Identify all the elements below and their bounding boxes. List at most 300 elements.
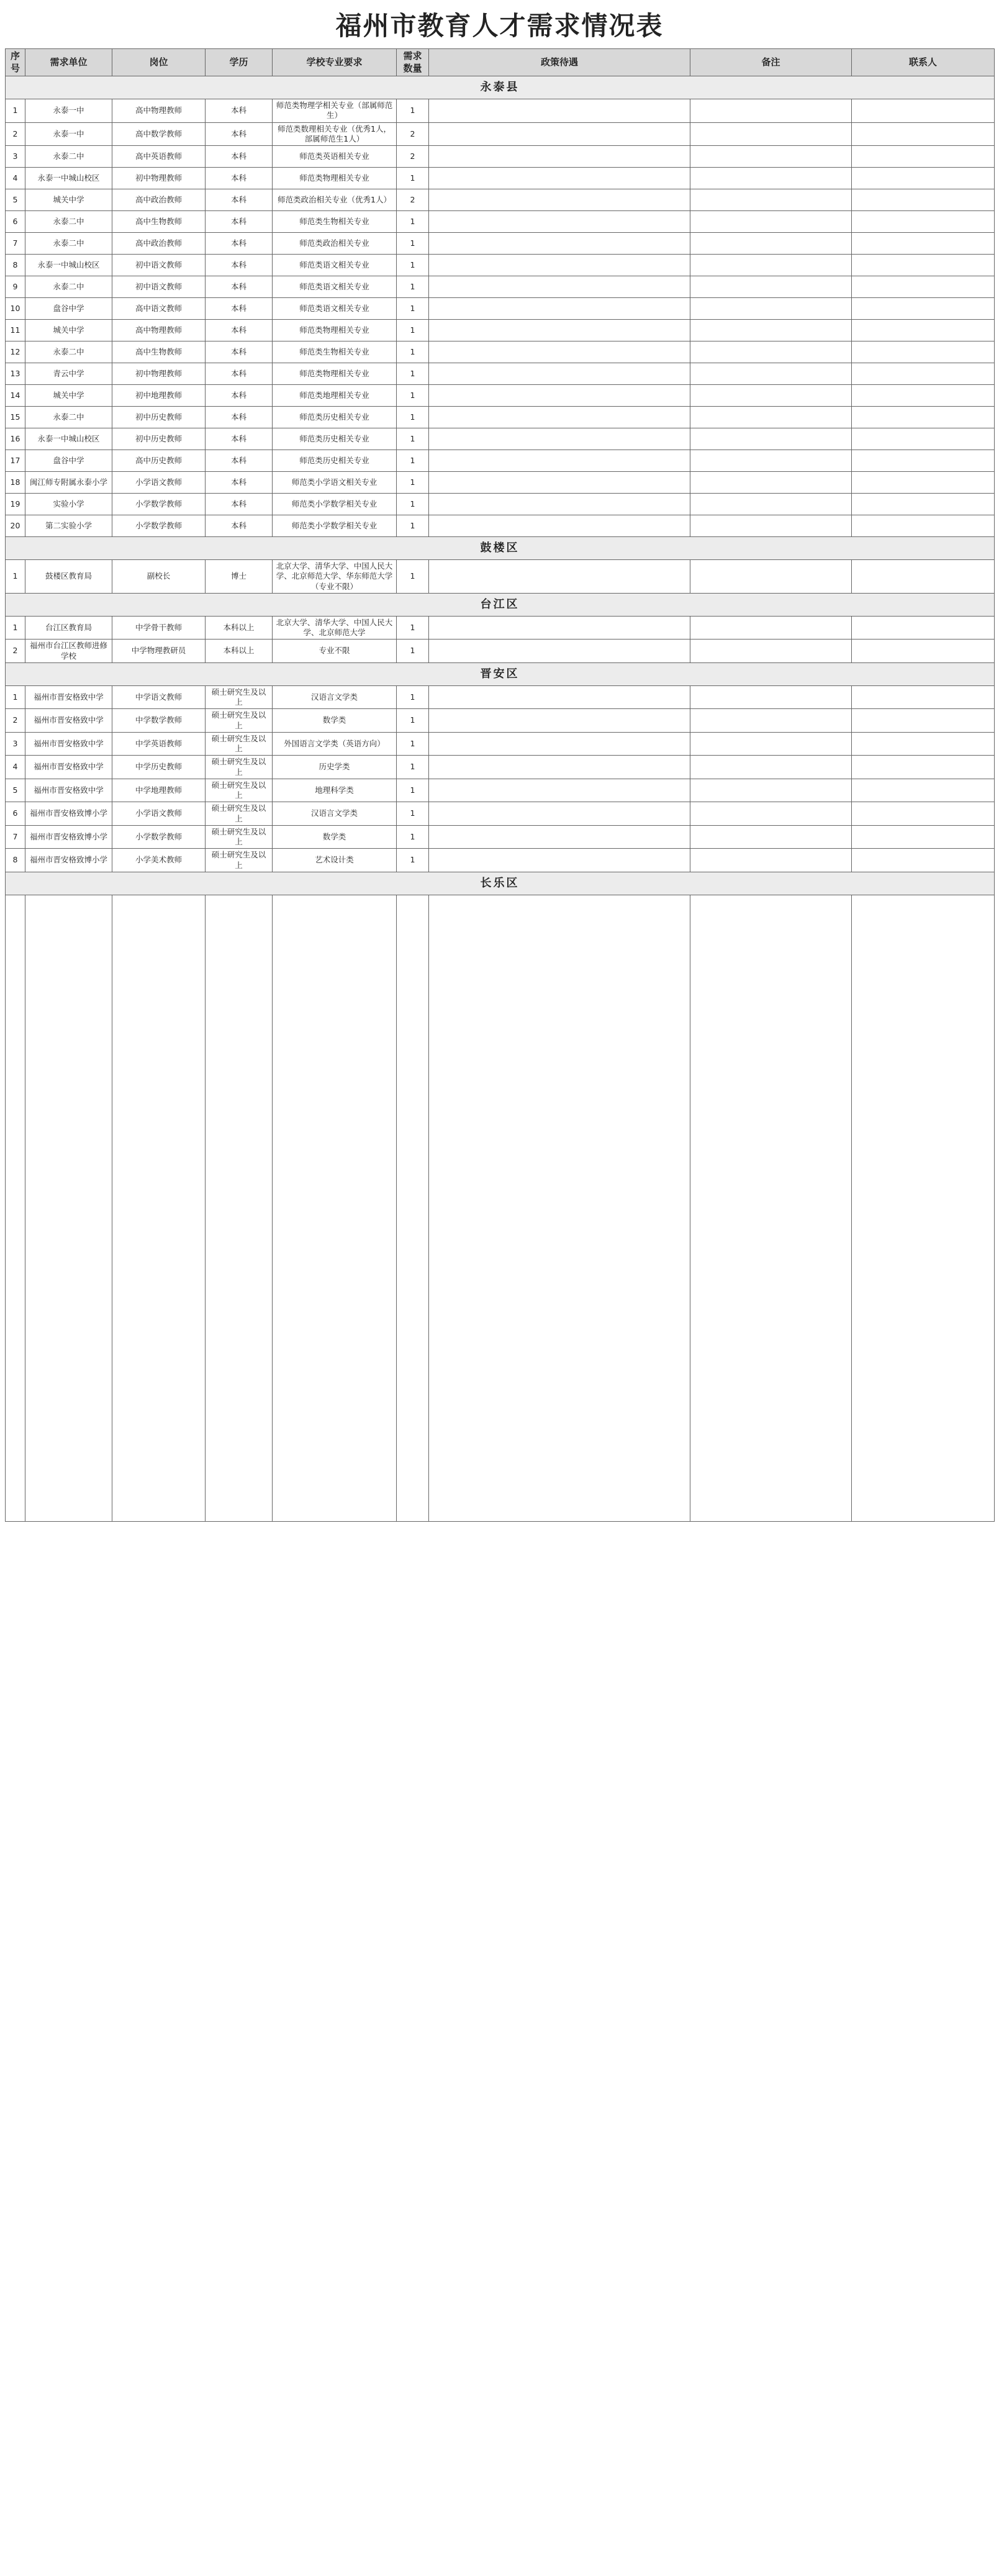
header-cell: 学历 [206,49,273,76]
post-cell: 副校长 [112,560,206,594]
unit-cell: 永泰一中城山校区 [25,428,112,450]
quantity-cell: 1 [397,685,429,709]
education-cell: 硕士研究生及以上 [206,825,273,849]
contact-cell [852,709,995,733]
remark-cell [690,560,852,594]
page-title: 福州市教育人才需求情况表 [335,11,664,41]
contact-cell [852,407,995,428]
policy-cell [429,385,690,407]
remark-cell [690,472,852,494]
quantity-cell: 1 [397,709,429,733]
table-row [6,320,995,341]
row-number-cell: 2 [6,639,25,663]
post-cell: 初中物理教师 [112,363,206,385]
unit-cell: 城关中学 [25,385,112,407]
education-cell: 本科 [206,189,273,211]
policy-cell [429,189,690,211]
policy-cell [429,320,690,341]
row-number-cell: 15 [6,407,25,428]
major-cell: 北京大学、清华大学、中国人民大学、北京师范大学 [273,616,397,639]
policy-cell [429,407,690,428]
row-number-cell: 16 [6,428,25,450]
remark-cell [690,99,852,123]
remark-cell [690,255,852,276]
contact-cell [852,560,995,594]
row-number-cell: 19 [6,494,25,515]
remark-cell [690,494,852,515]
education-cell: 本科 [206,472,273,494]
row-number-cell: 1 [6,685,25,709]
policy-cell [429,298,690,320]
empty-cell [25,895,112,1521]
table-row [6,122,995,146]
quantity-cell: 1 [397,341,429,363]
policy-cell [429,560,690,594]
table-row [6,472,995,494]
empty-cell [690,895,852,1521]
education-cell: 硕士研究生及以上 [206,779,273,802]
education-cell: 本科 [206,320,273,341]
row-number-cell: 17 [6,450,25,472]
post-cell: 高中数学教师 [112,122,206,146]
major-cell: 师范类生物相关专业 [273,341,397,363]
post-cell: 高中物理教师 [112,99,206,123]
section-title: 台江区 [6,593,995,616]
policy-cell [429,849,690,872]
education-cell: 硕士研究生及以上 [206,849,273,872]
remark-cell [690,616,852,639]
empty-cell [112,895,206,1521]
post-cell: 中学骨干教师 [112,616,206,639]
contact-cell [852,494,995,515]
section-header [6,537,995,560]
table-row [6,99,995,123]
remark-cell [690,685,852,709]
header-cell: 需求单位 [25,49,112,76]
quantity-cell: 1 [397,849,429,872]
education-cell: 本科 [206,146,273,168]
unit-cell: 永泰二中 [25,211,112,233]
contact-cell [852,168,995,189]
contact-cell [852,802,995,826]
post-cell: 中学语文教师 [112,685,206,709]
contact-cell [852,255,995,276]
quantity-cell: 1 [397,320,429,341]
education-cell: 本科 [206,428,273,450]
policy-cell [429,709,690,733]
row-number-cell: 3 [6,146,25,168]
row-number-cell: 13 [6,363,25,385]
policy-cell [429,363,690,385]
policy-cell [429,255,690,276]
empty-cell [852,895,995,1521]
post-cell: 中学历史教师 [112,756,206,779]
section-header [6,662,995,685]
table-row [6,849,995,872]
contact-cell [852,341,995,363]
unit-cell: 永泰二中 [25,146,112,168]
policy-cell [429,639,690,663]
table-row [6,385,995,407]
major-cell: 汉语言文学类 [273,685,397,709]
table-row [6,341,995,363]
education-cell: 本科以上 [206,639,273,663]
remark-cell [690,385,852,407]
quantity-cell: 1 [397,732,429,756]
unit-cell: 永泰一中 [25,122,112,146]
table-body [6,76,995,1522]
table-header-row [6,49,995,76]
unit-cell: 福州市晋安格致中学 [25,779,112,802]
post-cell: 中学地理教师 [112,779,206,802]
table-row [6,685,995,709]
post-cell: 小学数学教师 [112,515,206,537]
table-row [6,407,995,428]
table-row [6,298,995,320]
row-number-cell: 8 [6,255,25,276]
quantity-cell: 1 [397,825,429,849]
major-cell: 师范类数理相关专业（优秀1人，部属师范生1人） [273,122,397,146]
contact-cell [852,99,995,123]
empty-cell [6,895,25,1521]
remark-cell [690,211,852,233]
row-number-cell: 1 [6,560,25,594]
quantity-cell: 1 [397,779,429,802]
row-number-cell: 3 [6,732,25,756]
unit-cell: 永泰二中 [25,233,112,255]
row-number-cell: 6 [6,802,25,826]
remark-cell [690,341,852,363]
contact-cell [852,825,995,849]
table-row [6,616,995,639]
row-number-cell: 12 [6,341,25,363]
table-row [6,233,995,255]
education-cell: 本科 [206,99,273,123]
table-row [6,494,995,515]
unit-cell: 永泰一中 [25,99,112,123]
education-cell: 本科 [206,494,273,515]
contact-cell [852,685,995,709]
education-cell: 本科 [206,276,273,298]
remark-cell [690,233,852,255]
table-row [6,363,995,385]
row-number-cell: 7 [6,825,25,849]
post-cell: 初中语文教师 [112,255,206,276]
post-cell: 初中地理教师 [112,385,206,407]
section-title: 永泰县 [6,76,995,99]
contact-cell [852,211,995,233]
unit-cell: 福州市晋安格致博小学 [25,802,112,826]
quantity-cell: 2 [397,122,429,146]
major-cell: 数学类 [273,709,397,733]
post-cell: 高中物理教师 [112,320,206,341]
unit-cell: 福州市晋安格致中学 [25,732,112,756]
post-cell: 高中生物教师 [112,341,206,363]
post-cell: 中学物理教研员 [112,639,206,663]
post-cell: 初中语文教师 [112,276,206,298]
policy-cell [429,168,690,189]
table-row [6,802,995,826]
major-cell: 艺术设计类 [273,849,397,872]
unit-cell: 实验小学 [25,494,112,515]
quantity-cell: 1 [397,802,429,826]
row-number-cell: 2 [6,122,25,146]
row-number-cell: 2 [6,709,25,733]
unit-cell: 盘谷中学 [25,450,112,472]
quantity-cell: 1 [397,168,429,189]
post-cell: 小学数学教师 [112,825,206,849]
education-cell: 本科 [206,385,273,407]
quantity-cell: 1 [397,211,429,233]
table-row [6,779,995,802]
row-number-cell: 11 [6,320,25,341]
talent-demand-table [5,48,995,1522]
remark-cell [690,450,852,472]
contact-cell [852,756,995,779]
major-cell: 师范类小学语文相关专业 [273,472,397,494]
unit-cell: 永泰二中 [25,407,112,428]
table-row [6,825,995,849]
remark-cell [690,515,852,537]
policy-cell [429,99,690,123]
major-cell: 北京大学、清华大学、中国人民大学、北京师范大学、华东师范大学（专业不限） [273,560,397,594]
row-number-cell: 1 [6,99,25,123]
unit-cell: 福州市晋安格致中学 [25,709,112,733]
major-cell: 师范类小学数学相关专业 [273,494,397,515]
policy-cell [429,146,690,168]
unit-cell: 闽江师专附属永泰小学 [25,472,112,494]
education-cell: 本科 [206,122,273,146]
unit-cell: 台江区教育局 [25,616,112,639]
policy-cell [429,802,690,826]
remark-cell [690,709,852,733]
policy-cell [429,756,690,779]
quantity-cell: 1 [397,428,429,450]
remark-cell [690,639,852,663]
post-cell: 小学美术教师 [112,849,206,872]
post-cell: 小学语文教师 [112,802,206,826]
row-number-cell: 1 [6,616,25,639]
row-number-cell: 4 [6,168,25,189]
major-cell: 师范类历史相关专业 [273,450,397,472]
policy-cell [429,825,690,849]
section-title: 长乐区 [6,872,995,895]
contact-cell [852,732,995,756]
section-header [6,872,995,895]
major-cell: 师范类历史相关专业 [273,407,397,428]
contact-cell [852,472,995,494]
row-number-cell: 4 [6,756,25,779]
policy-cell [429,122,690,146]
remark-cell [690,320,852,341]
remark-cell [690,168,852,189]
contact-cell [852,298,995,320]
policy-cell [429,515,690,537]
education-cell: 硕士研究生及以上 [206,709,273,733]
remark-cell [690,363,852,385]
education-cell: 本科 [206,298,273,320]
row-number-cell: 20 [6,515,25,537]
contact-cell [852,616,995,639]
post-cell: 中学英语教师 [112,732,206,756]
quantity-cell: 1 [397,298,429,320]
contact-cell [852,146,995,168]
unit-cell: 青云中学 [25,363,112,385]
empty-cell [273,895,397,1521]
row-number-cell: 7 [6,233,25,255]
quantity-cell: 1 [397,276,429,298]
education-cell: 本科 [206,168,273,189]
contact-cell [852,428,995,450]
contact-cell [852,779,995,802]
row-number-cell: 8 [6,849,25,872]
policy-cell [429,233,690,255]
post-cell: 高中语文教师 [112,298,206,320]
major-cell: 外国语言文学类（英语方向） [273,732,397,756]
quantity-cell: 1 [397,233,429,255]
major-cell: 历史学类 [273,756,397,779]
row-number-cell: 5 [6,779,25,802]
quantity-cell: 1 [397,450,429,472]
table-row [6,276,995,298]
policy-cell [429,472,690,494]
education-cell: 博士 [206,560,273,594]
table-row [6,756,995,779]
major-cell: 师范类语文相关专业 [273,298,397,320]
table-row [6,450,995,472]
remark-cell [690,802,852,826]
unit-cell: 永泰二中 [25,276,112,298]
unit-cell: 福州市晋安格致中学 [25,685,112,709]
unit-cell: 福州市晋安格致博小学 [25,849,112,872]
policy-cell [429,685,690,709]
contact-cell [852,363,995,385]
header-cell: 联系人 [852,49,995,76]
quantity-cell: 1 [397,255,429,276]
row-number-cell: 9 [6,276,25,298]
post-cell: 高中政治教师 [112,233,206,255]
quantity-cell: 1 [397,99,429,123]
major-cell: 师范类语文相关专业 [273,276,397,298]
contact-cell [852,233,995,255]
contact-cell [852,385,995,407]
quantity-cell: 1 [397,385,429,407]
major-cell: 师范类政治相关专业 [273,233,397,255]
major-cell: 师范类地理相关专业 [273,385,397,407]
education-cell: 本科 [206,363,273,385]
education-cell: 本科以上 [206,616,273,639]
empty-cell [397,895,429,1521]
contact-cell [852,189,995,211]
quantity-cell: 1 [397,407,429,428]
section-header [6,76,995,99]
policy-cell [429,341,690,363]
remark-cell [690,732,852,756]
remark-cell [690,825,852,849]
remark-cell [690,298,852,320]
major-cell: 数学类 [273,825,397,849]
contact-cell [852,639,995,663]
table-row [6,146,995,168]
major-cell: 师范类历史相关专业 [273,428,397,450]
table-row [6,639,995,663]
table-row [6,189,995,211]
education-cell: 本科 [206,407,273,428]
major-cell: 师范类小学数学相关专业 [273,515,397,537]
major-cell: 师范类物理相关专业 [273,320,397,341]
major-cell: 师范类生物相关专业 [273,211,397,233]
unit-cell: 永泰二中 [25,341,112,363]
header-cell: 学校专业要求 [273,49,397,76]
post-cell: 中学数学教师 [112,709,206,733]
unit-cell: 鼓楼区教育局 [25,560,112,594]
remark-cell [690,779,852,802]
quantity-cell: 1 [397,756,429,779]
policy-cell [429,779,690,802]
post-cell: 高中政治教师 [112,189,206,211]
table-row [6,515,995,537]
header-cell: 政策待遇 [429,49,690,76]
remark-cell [690,407,852,428]
major-cell: 师范类语文相关专业 [273,255,397,276]
post-cell: 初中历史教师 [112,407,206,428]
remark-cell [690,428,852,450]
header-cell: 序号 [6,49,25,76]
remark-cell [690,146,852,168]
row-number-cell: 18 [6,472,25,494]
table-row [6,168,995,189]
table-row [6,709,995,733]
policy-cell [429,211,690,233]
education-cell: 硕士研究生及以上 [206,756,273,779]
row-number-cell: 10 [6,298,25,320]
major-cell: 师范类英语相关专业 [273,146,397,168]
section-header [6,593,995,616]
policy-cell [429,428,690,450]
major-cell: 汉语言文学类 [273,802,397,826]
table-row [6,732,995,756]
unit-cell: 福州市台江区教师进修学校 [25,639,112,663]
table-row [6,211,995,233]
table-row [6,428,995,450]
section-title: 鼓楼区 [6,537,995,560]
major-cell: 师范类物理相关专业 [273,363,397,385]
education-cell: 本科 [206,450,273,472]
table-row [6,560,995,594]
empty-cell [206,895,273,1521]
quantity-cell: 1 [397,363,429,385]
quantity-cell: 1 [397,494,429,515]
unit-cell: 第二实验小学 [25,515,112,537]
row-number-cell: 5 [6,189,25,211]
education-cell: 本科 [206,211,273,233]
post-cell: 高中历史教师 [112,450,206,472]
post-cell: 初中历史教师 [112,428,206,450]
contact-cell [852,849,995,872]
remark-cell [690,849,852,872]
policy-cell [429,616,690,639]
education-cell: 本科 [206,233,273,255]
quantity-cell: 1 [397,472,429,494]
major-cell: 专业不限 [273,639,397,663]
quantity-cell: 1 [397,616,429,639]
remark-cell [690,122,852,146]
unit-cell: 永泰一中城山校区 [25,168,112,189]
quantity-cell: 1 [397,639,429,663]
header-cell: 岗位 [112,49,206,76]
unit-cell: 盘谷中学 [25,298,112,320]
unit-cell: 福州市晋安格致中学 [25,756,112,779]
